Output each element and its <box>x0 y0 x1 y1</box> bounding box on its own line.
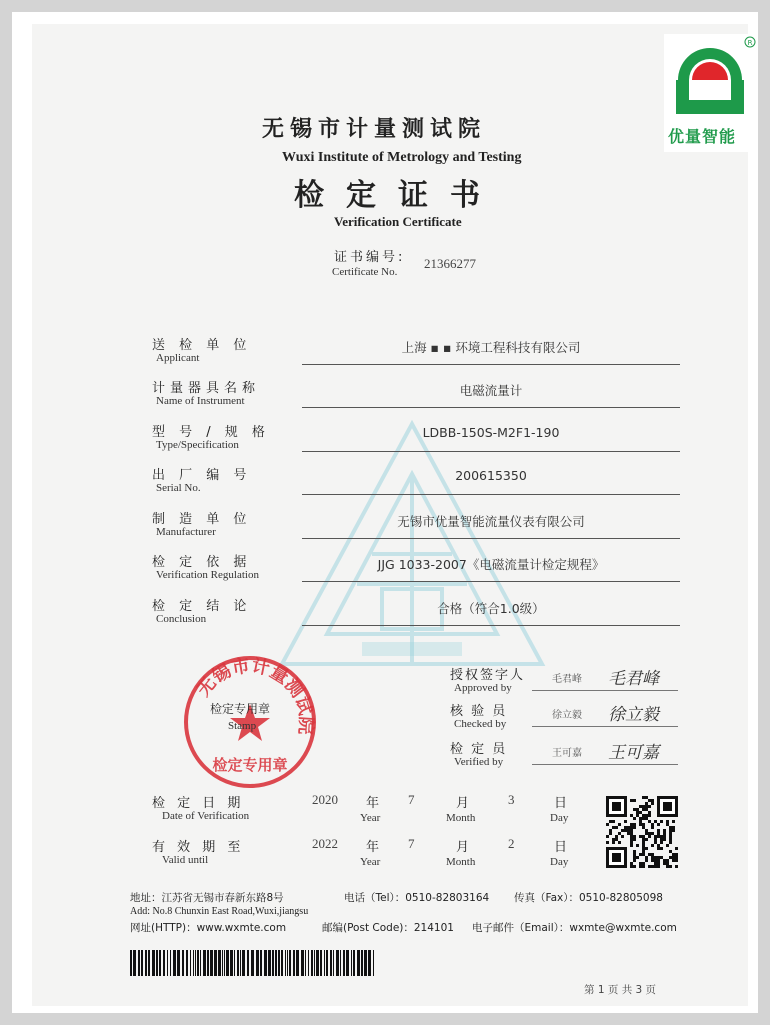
field-label-cn: 检 定 依 据 <box>152 555 252 570</box>
brand-logo-icon <box>664 34 758 122</box>
field-underline <box>302 581 680 582</box>
stamp-label-cn: 检定专用章 <box>210 702 271 716</box>
year-unit-cn: 年 <box>366 796 380 811</box>
field-label-cn: 出 厂 编 号 <box>152 468 252 483</box>
cert-no-label-cn: 证书编号: <box>334 250 406 265</box>
handwritten-signature: 徐立毅 <box>608 705 659 725</box>
stamp-ring-text: 无锡市计量测试院 <box>193 655 317 736</box>
field-label-en: Serial No. <box>156 482 201 494</box>
field-underline <box>302 494 680 495</box>
date-day: 3 <box>508 792 515 807</box>
registered-mark: R <box>747 39 753 47</box>
field-label-en: Conclusion <box>156 613 207 625</box>
day-unit-en: Day <box>550 856 569 868</box>
field-underline <box>302 538 680 539</box>
field-underline <box>302 451 680 452</box>
field-underline <box>302 625 680 626</box>
field-underline <box>302 407 680 408</box>
field-underline <box>302 364 680 365</box>
signature-printed-name: 毛君峰 <box>552 674 582 685</box>
field-label-cn: 送 检 单 位 <box>152 338 252 353</box>
footer-tel: 电话（Tel）：0510-82803164 <box>344 892 490 904</box>
handwritten-signature: 王可嘉 <box>608 743 659 763</box>
date-label-en: Valid until <box>162 854 209 866</box>
handwritten-signature: 毛君峰 <box>608 669 659 689</box>
signature-underline <box>532 690 678 691</box>
date-month: 7 <box>408 792 415 807</box>
field-label-cn: 计量器具名称 <box>152 381 261 396</box>
watermark-emblem <box>262 414 562 684</box>
certificate-title-cn: 检定证书 <box>294 178 502 213</box>
month-unit-en: Month <box>446 812 476 824</box>
field-label-cn: 型 号 / 规 格 <box>152 425 270 440</box>
field-value: 200615350 <box>455 468 527 483</box>
date-label-en: Date of Verification <box>162 810 250 822</box>
certificate-sheet <box>12 12 758 1013</box>
signature-underline <box>532 726 678 727</box>
footer-postcode: 邮编(Post Code)：214101 <box>322 922 454 934</box>
signature-role-cn: 授权签字人 <box>450 668 526 683</box>
field-value: 无锡市优量智能流量仪表有限公司 <box>397 514 585 529</box>
stamp-center-text: 检定专用章 <box>212 756 288 774</box>
month-unit-cn: 月 <box>456 840 470 855</box>
year-unit-en: Year <box>360 812 381 824</box>
brand-logo <box>664 34 758 152</box>
year-unit-cn: 年 <box>366 840 380 855</box>
signature-role-en: Checked by <box>454 718 507 730</box>
field-label-en: Type/Specification <box>156 439 239 451</box>
field-value: 电磁流量计 <box>459 383 523 398</box>
cert-no-value: 21366277 <box>424 256 476 271</box>
signature-printed-name: 王可嘉 <box>552 748 582 759</box>
signature-role-cn: 检 定 员 <box>450 742 508 757</box>
field-label-en: Name of Instrument <box>156 395 245 407</box>
field-value: JJG 1033-2007《电磁流量计检定规程》 <box>377 557 605 572</box>
field-value: 上海 ▪ ▪ 环境工程科技有限公司 <box>401 340 581 355</box>
field-label-en: Applicant <box>156 352 200 364</box>
brand-name: 优量智能 <box>668 127 737 146</box>
footer-email: 电子邮件（Email）：wxmte@wxmte.com <box>472 922 677 934</box>
footer-fax: 传真（Fax）：0510-82805098 <box>514 892 663 904</box>
signature-role-cn: 核 验 员 <box>450 704 508 719</box>
signature-role-en: Approved by <box>454 682 512 694</box>
signature-printed-name: 徐立毅 <box>552 710 582 721</box>
certificate-title-en: Verification Certificate <box>334 214 462 229</box>
qr-code <box>606 796 678 868</box>
footer-address-cn: 地址：江苏省无锡市春新东路8号 <box>130 892 284 904</box>
footer-address-en: Add: No.8 Chunxin East Road,Wuxi,jiangsu <box>130 906 309 917</box>
month-unit-en: Month <box>446 856 476 868</box>
signature-role-en: Verified by <box>454 756 504 768</box>
stamp-label-en: Stamp <box>228 720 257 732</box>
day-unit-cn: 日 <box>554 840 568 855</box>
institute-name-cn: 无锡市计量测试院 <box>262 117 487 142</box>
field-label-en: Verification Regulation <box>156 569 259 581</box>
cert-no-label-en: Certificate No. <box>332 266 398 278</box>
date-label-cn: 检 定 日 期 <box>152 796 245 811</box>
barcode <box>130 950 376 976</box>
day-unit-en: Day <box>550 812 569 824</box>
date-label-cn: 有 效 期 至 <box>152 840 245 855</box>
field-label-cn: 制 造 单 位 <box>152 512 252 527</box>
field-value: 合格（符合1.0级） <box>437 601 545 616</box>
date-month: 7 <box>408 836 415 851</box>
field-value: LDBB-150S-M2F1-190 <box>422 425 560 440</box>
page-info: 第 1 页 共 3 页 <box>584 984 657 996</box>
institute-name-en: Wuxi Institute of Metrology and Testing <box>282 150 522 165</box>
footer-http: 网址(HTTP)：www.wxmte.com <box>130 922 287 934</box>
date-day: 2 <box>508 836 515 851</box>
field-label-cn: 检 定 结 论 <box>152 599 252 614</box>
signature-underline <box>532 764 678 765</box>
date-year: 2022 <box>312 836 338 851</box>
field-label-en: Manufacturer <box>156 526 216 538</box>
day-unit-cn: 日 <box>554 796 568 811</box>
certificate-body <box>32 24 748 1006</box>
year-unit-en: Year <box>360 856 381 868</box>
month-unit-cn: 月 <box>456 796 470 811</box>
date-year: 2020 <box>312 792 338 807</box>
